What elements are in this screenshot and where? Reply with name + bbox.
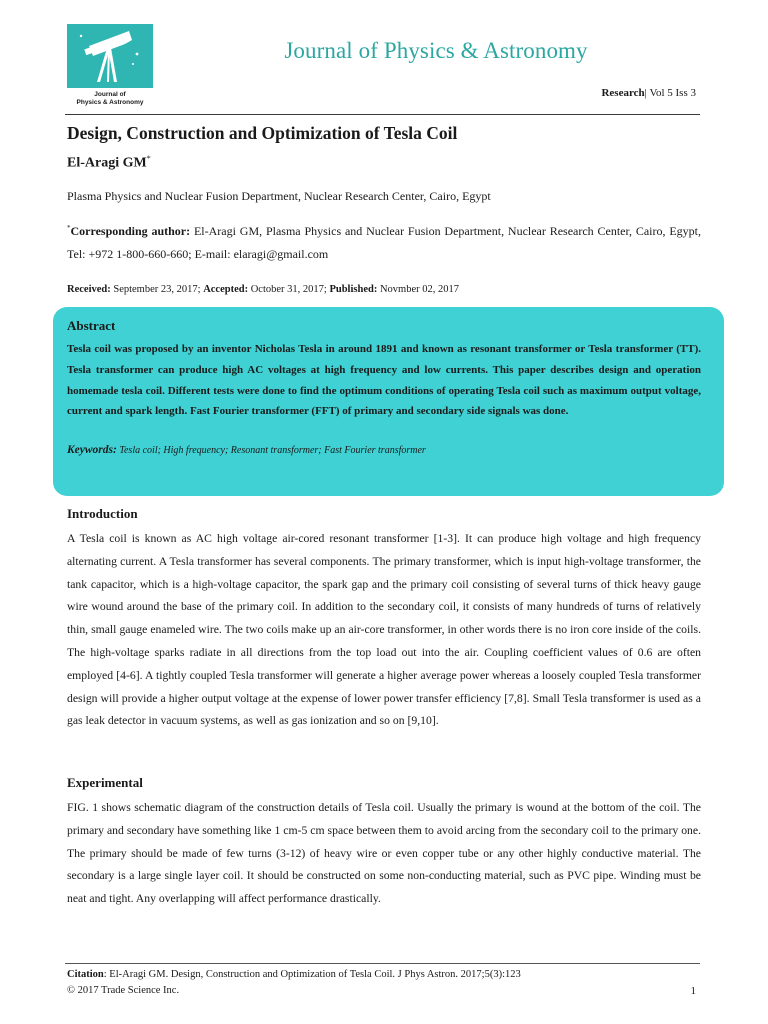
- journal-title: Journal of Physics & Astronomy: [284, 38, 588, 63]
- correspondence-mark: *: [67, 224, 71, 232]
- corresponding-author: [67, 217, 701, 266]
- author-text: El-Aragi GM: [67, 155, 147, 171]
- experimental-text: FIG. 1 shows schematic diagram of the construction details of Tesla coil. Usually the primary is wound at the bottom of the coil. The primary and secondary have something like 1 cm-5 cm space between them to avoid arcing from the secondary coil to the primary one. The primary should be made of few turns (3-12) of heavy wire or even copper tube or any other highly conductive material. The secondary is a large single layer coil. It should be constructed on some non-conducting material, such as PVC pipe. Winding must be neat and tight. Any overlapping will affect performance drastically.: [67, 801, 701, 906]
- keywords-label: Keywords:: [67, 444, 117, 456]
- published-label: Published:: [329, 284, 378, 295]
- experimental-heading: Experimental: [67, 775, 143, 790]
- copyright: © 2017 Trade Science Inc.: [67, 985, 180, 996]
- affiliation: Plasma Physics and Nuclear Fusion Department, Nuclear Research Center, Cairo, Egypt: [67, 189, 491, 203]
- introduction-text: A Tesla coil is known as AC high voltage air-cored resonant transformer [1-3]. It can produce high voltage and high frequency alternating current. A Tesla transformer has several components. The primary transformer, which is input high-voltage transformer, the tank capacitor, which is a high-voltage capacitor, the spark gap and the primary coil consisting of several turns of thick heavy gauge wire wound around the base of the primary coil. In addition to the secondary coil, it consists of many hundreds of turns of relatively thin, small gauge enameled wire. The two coils make up an air-core transformer, in other words there is no iron core inside of the coils. The high-voltage sparks radiate in all directions from the top load out into the air. Coupling coefficient values of 0.6 are often employed [4-6]. A tightly coupled Tesla transformer will generate a higher average power whereas a loosely coupled Tesla transformer design will provide a higher output voltage at the expense of lower power transfer efficiency [7,8]. Small Tesla transformer is used as a gas leak detector in vacuum systems, as well as gas ionization and so on [9,10].: [67, 532, 701, 728]
- logo-text-line1: Journal of: [94, 91, 126, 98]
- page-number: 1: [690, 985, 696, 997]
- abstract-heading: Abstract: [67, 318, 116, 333]
- article-dates: [67, 284, 459, 295]
- introduction-heading: Introduction: [67, 506, 138, 521]
- meta-separator: |: [644, 87, 650, 99]
- author-name: [67, 154, 151, 172]
- keywords-text: Tesla coil; High frequency; Resonant transformer; Fast Fourier transformer: [119, 445, 426, 456]
- article-meta: [601, 87, 696, 99]
- published-date: Novmber 02, 2017: [379, 284, 459, 295]
- author-mark: *: [146, 154, 151, 163]
- paper-title: Design, Construction and Optimization of Tesla Coil: [67, 123, 458, 143]
- volume-issue: Vol 5 Iss 3: [649, 87, 696, 99]
- accepted-label: Accepted:: [203, 284, 249, 295]
- accepted-date: October 31, 2017;: [250, 284, 327, 295]
- header-divider: [65, 114, 700, 115]
- correspondence-text: El-Aragi GM, Plasma Physics and Nuclear Fusion Department, Nuclear Research Center, Cairo, Egypt, Tel: +972 1-800-660-660; E-mail: elaragi@gmail.com: [67, 224, 702, 261]
- citation: [67, 969, 521, 980]
- correspondence-label: Corresponding author:: [70, 224, 191, 238]
- keywords: [67, 444, 701, 456]
- citation-label: Citation: [67, 969, 104, 980]
- article-type: Research: [601, 87, 645, 99]
- logo-text-line2: Physics & Astronomy: [76, 99, 144, 106]
- received-label: Received:: [67, 284, 111, 295]
- citation-text: : El-Aragi GM. Design, Construction and Optimization of Tesla Coil. J Phys Astron. 2017;5(3):123: [103, 969, 521, 980]
- received-date: September 23, 2017;: [113, 284, 201, 295]
- journal-logo: [67, 24, 153, 108]
- abstract-text: Tesla coil was proposed by an inventor Nicholas Tesla in around 1891 and known as resonant transformer or Tesla transformer (TT). Tesla transformer can produce high AC voltages at high frequency and low currents. This paper describes design and operation homemade tesla coil. Different tests were done to find the optimum conditions of operating Tesla coil such as maximum output voltage, current and spark length. Fast Fourier transformer (FFT) of primary and secondary side signals was done.: [67, 343, 701, 418]
- footer-divider: [65, 963, 700, 964]
